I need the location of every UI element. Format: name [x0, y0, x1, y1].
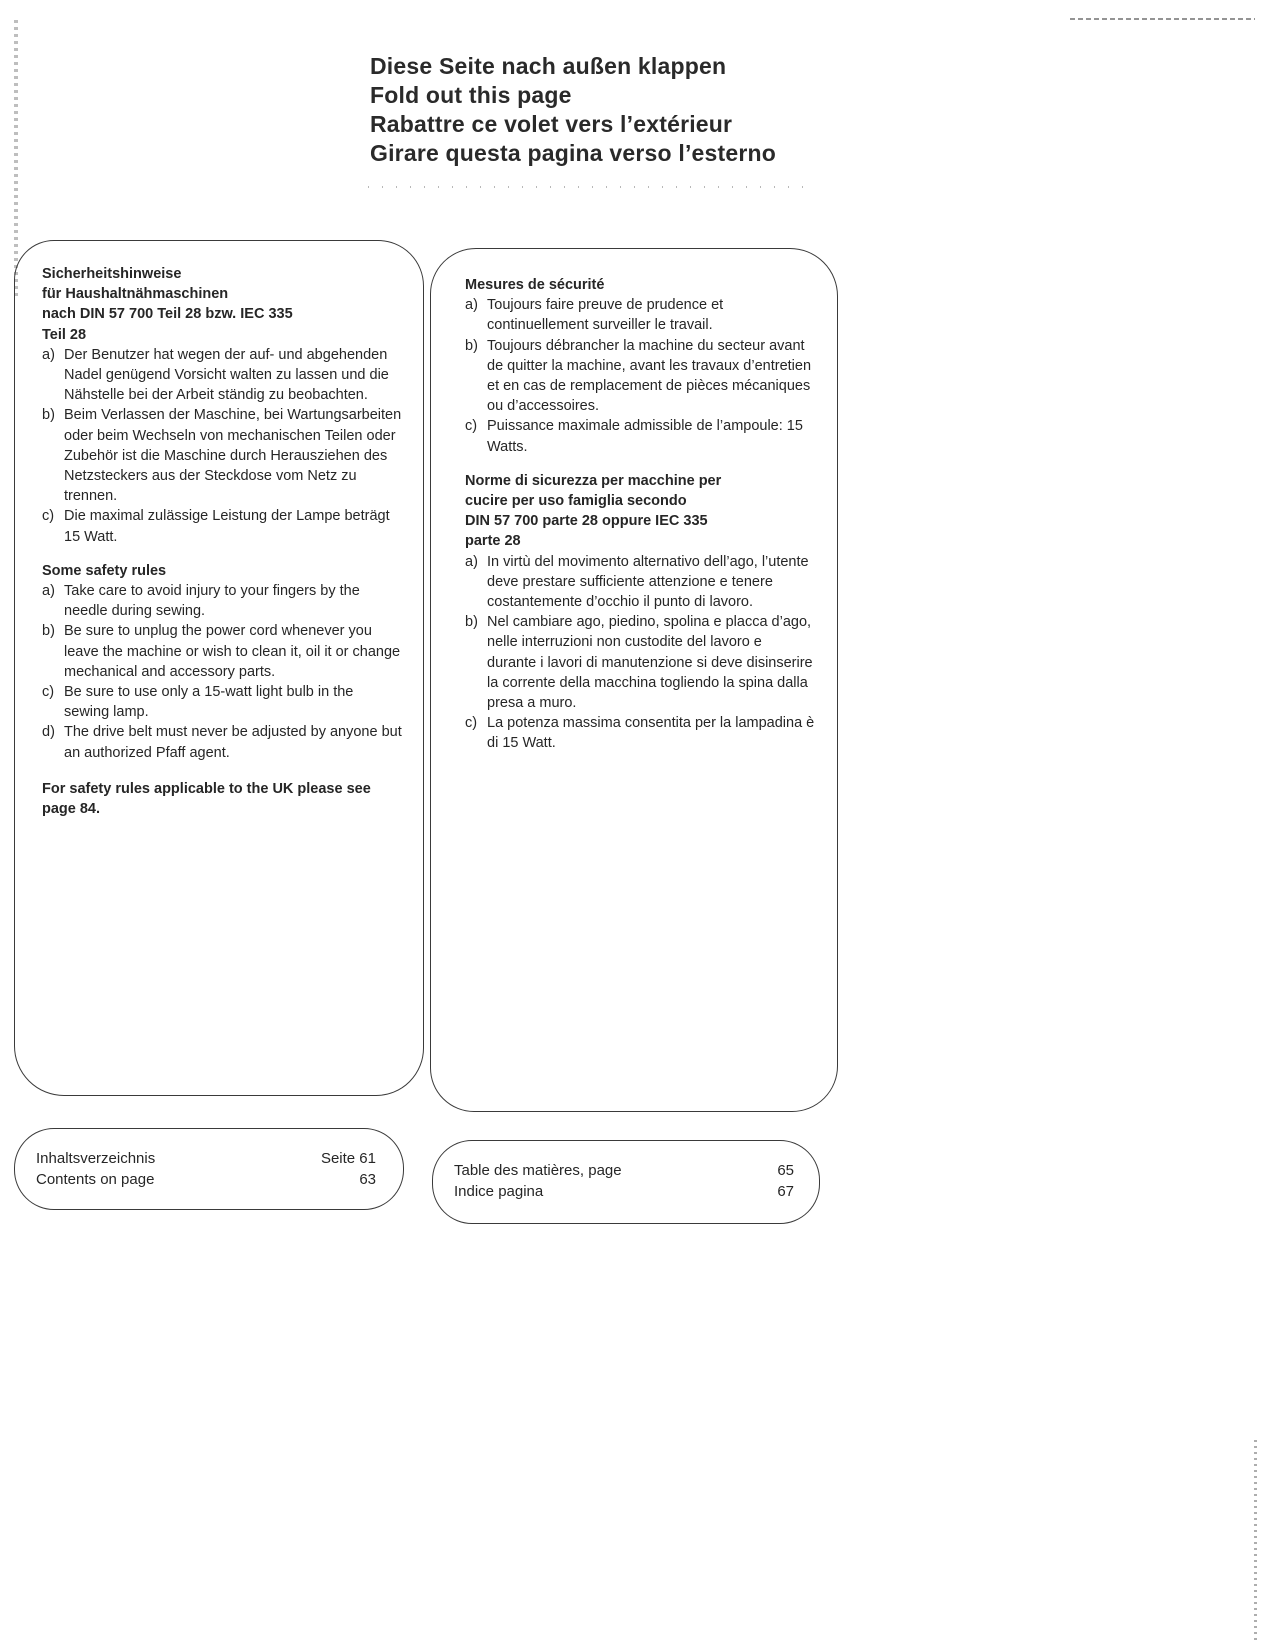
french-safety-section — [465, 275, 815, 457]
contents-row — [454, 1181, 794, 1202]
list-text: Nel cambiare ago, piedino, spolina e placca d’ago, nelle interruzioni non custodite del lavoro e durante i lavori di manutenzione si deve disinserire la corrente della macchina togliendo la spina dalla presa a muro. — [487, 614, 813, 712]
list-marker: b) — [42, 623, 55, 640]
italian-title-line: parte 28 — [465, 533, 521, 550]
scan-edge-top — [1070, 18, 1255, 20]
dotted-separator — [368, 186, 808, 188]
scan-edge-right — [1254, 1440, 1257, 1640]
list-text: Beim Verlassen der Maschine, bei Wartungsarbeiten oder beim Wechseln von mechanischen Teilen oder Zubehör ist die Maschine durch Herausziehen des Netzsteckers aus der Steckdose vom Netz zu trennen. — [64, 407, 402, 505]
list-text: Be sure to use only a 15-watt light bulb in the sewing lamp. — [64, 684, 354, 721]
list-item — [465, 336, 815, 417]
list-marker: b) — [465, 614, 478, 631]
italian-title-line: cucire per uso famiglia secondo — [465, 493, 687, 510]
contents-label: Inhaltsverzeichnis — [36, 1150, 156, 1167]
italian-title-line: DIN 57 700 parte 28 oppure IEC 335 — [465, 513, 708, 530]
right-column — [465, 275, 815, 768]
heading-line-italian: Girare questa pagina verso l’esterno — [370, 140, 777, 166]
contents-page: 67 — [777, 1183, 794, 1200]
german-title-line: Teil 28 — [42, 326, 87, 343]
list-marker: a) — [465, 297, 478, 314]
contents-page: Seite 61 — [320, 1150, 376, 1167]
list-text: Take care to avoid injury to your fingers by the needle during sewing. — [64, 583, 360, 620]
list-marker: b) — [42, 407, 55, 424]
german-safety-section — [42, 264, 402, 547]
list-marker: b) — [465, 337, 478, 354]
list-item — [465, 612, 815, 713]
list-text: Puissance maximale admissible de l’ampoule: 15 Watts. — [487, 418, 803, 455]
french-title: Mesures de sécurité — [465, 277, 605, 293]
list-item — [42, 506, 402, 546]
list-text: Toujours faire preuve de prudence et continuellement surveiller le travail. — [487, 297, 724, 334]
contents-row — [36, 1148, 376, 1169]
list-item — [42, 405, 402, 506]
contents-row — [454, 1160, 794, 1181]
list-marker: c) — [465, 715, 478, 732]
list-item — [465, 416, 815, 456]
contents-label: Contents on page — [36, 1171, 155, 1188]
list-marker: c) — [42, 684, 55, 701]
contents-label: Indice pagina — [454, 1183, 544, 1200]
list-text: Toujours débrancher la machine du secteur avant de quitter la machine, avant les travaux d’entretien et en cas de remplacement de pièces mécaniques ou d’accessoires. — [487, 337, 812, 415]
contents-reference-right — [454, 1160, 794, 1202]
list-text: The drive belt must never be adjusted by anyone but an authorized Pfaff agent. — [64, 724, 402, 761]
heading-line-german: Diese Seite nach außen klappen — [370, 53, 727, 79]
list-text: La potenza massima consentita per la lampadina è di 15 Watt. — [487, 715, 815, 752]
list-marker: c) — [465, 418, 478, 435]
list-item — [465, 295, 815, 335]
list-item — [42, 722, 402, 762]
list-marker: a) — [465, 553, 478, 570]
list-item — [465, 552, 815, 613]
left-column — [42, 264, 402, 833]
list-text: Be sure to unplug the power cord whenever you leave the machine or wish to clean it, oil it or change mechanical and accessory parts. — [64, 623, 401, 680]
list-marker: a) — [42, 346, 55, 363]
list-text: Der Benutzer hat wegen der auf- und abgehenden Nadel genügend Vorsicht walten zu lassen und die Nähstelle bei der Arbeit ständig zu beobachten. — [64, 346, 389, 404]
contents-page: 65 — [777, 1162, 794, 1179]
english-safety-section — [42, 561, 402, 819]
italian-safety-section — [465, 471, 815, 754]
english-title: Some safety rules — [42, 562, 167, 579]
contents-label: Table des matières, page — [454, 1162, 622, 1179]
contents-page: 63 — [359, 1171, 376, 1188]
list-item — [465, 713, 815, 753]
list-item — [42, 621, 402, 682]
uk-safety-note: For safety rules applicable to the UK please see page 84. — [42, 780, 371, 818]
list-text: Die maximal zulässige Leistung der Lampe beträgt 15 Watt. — [64, 508, 390, 545]
list-marker: a) — [42, 583, 55, 600]
list-item — [42, 581, 402, 621]
list-item — [42, 682, 402, 722]
italian-title-line: Norme di sicurezza per macchine per — [465, 472, 722, 489]
list-marker: d) — [42, 724, 55, 741]
scan-edge-left — [14, 20, 18, 300]
german-title-line: Sicherheitshinweise — [42, 266, 182, 282]
contents-reference-left — [36, 1148, 376, 1190]
german-title-line: nach DIN 57 700 Teil 28 bzw. IEC 335 — [42, 306, 293, 323]
heading-line-english: Fold out this page — [370, 82, 572, 108]
list-item — [42, 345, 402, 406]
contents-row — [36, 1169, 376, 1190]
fold-out-heading — [370, 52, 830, 168]
german-title-line: für Haushaltnähmaschinen — [42, 286, 229, 303]
list-text: In virtù del movimento alternativo dell’ago, l’utente deve prestare sufficiente attenzione e tenere costantemente d’occhio il punto di lavoro. — [487, 553, 809, 611]
list-marker: c) — [42, 508, 55, 525]
heading-line-french: Rabattre ce volet vers l’extérieur — [370, 111, 733, 137]
